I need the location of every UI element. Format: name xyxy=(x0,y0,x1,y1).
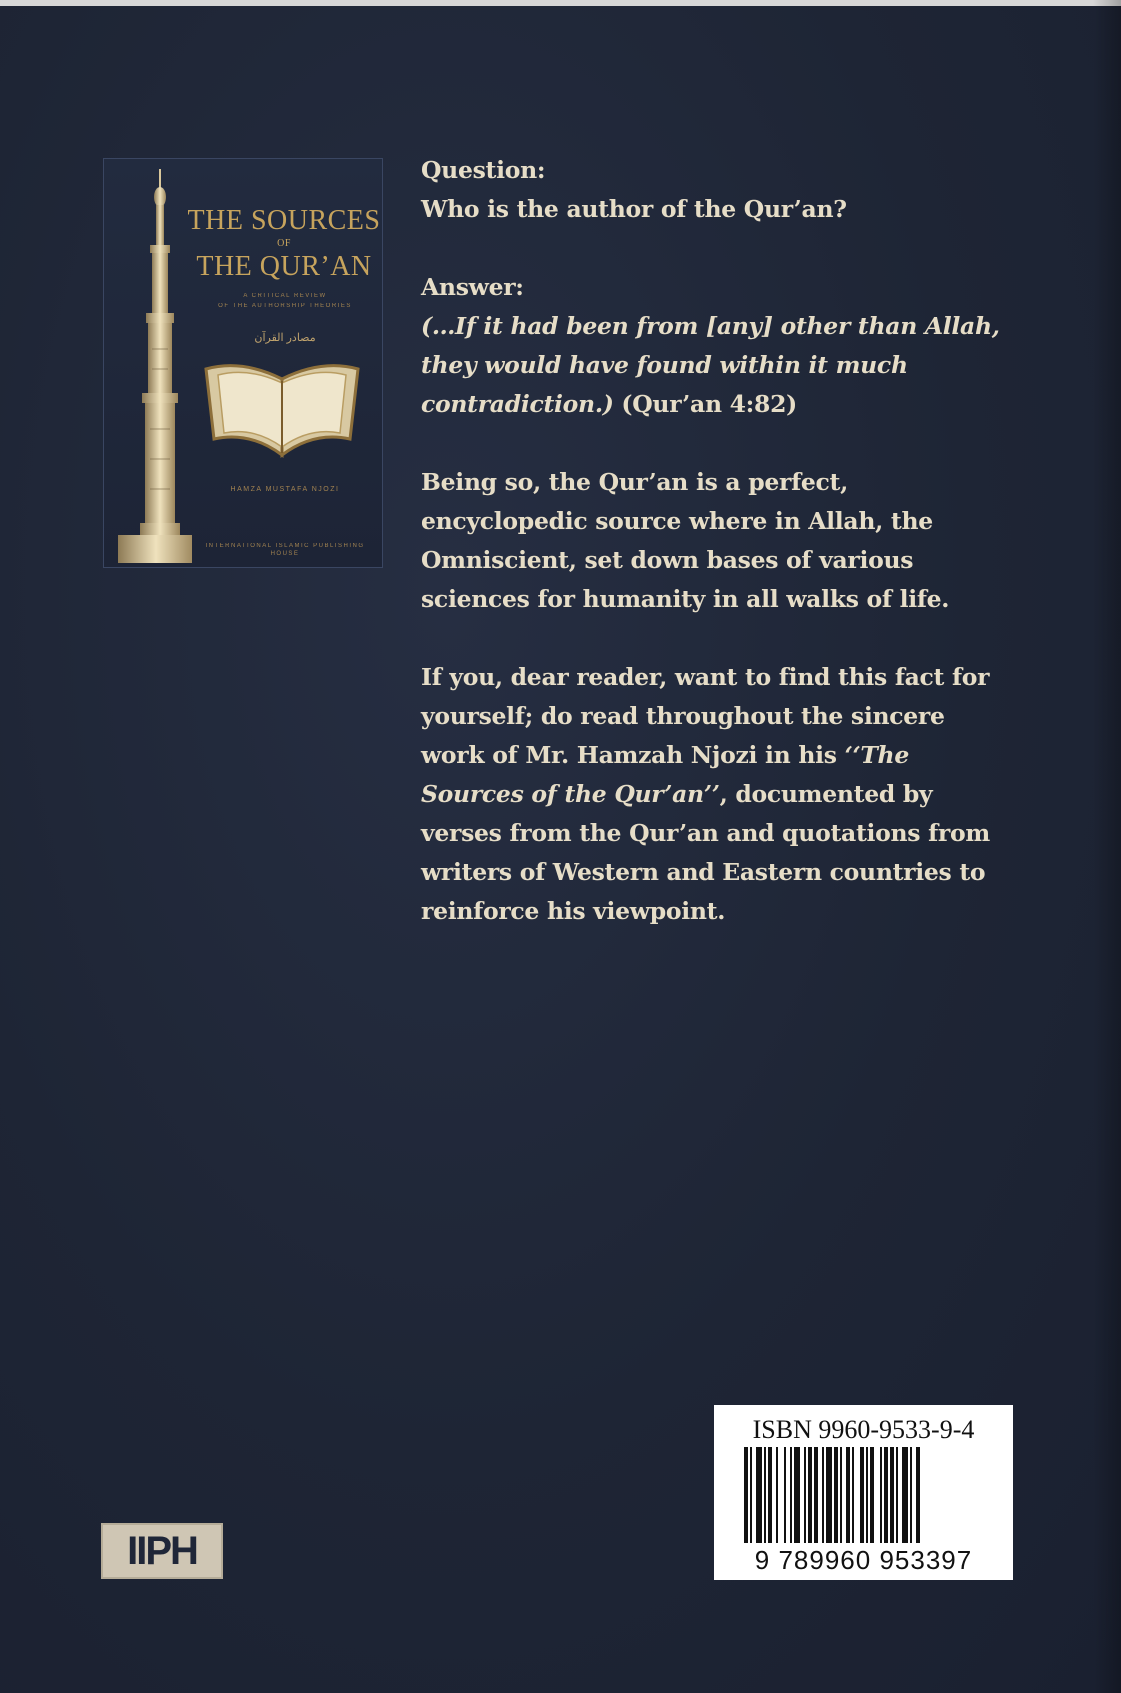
thumb-title-of: OF xyxy=(277,238,291,249)
question-label: Question: xyxy=(421,156,546,184)
paragraph-1-line: Being so, the Qur’an is a perfect, xyxy=(421,468,848,496)
answer-quote-line2: they would have found within it much xyxy=(421,351,908,379)
barcode-digits: 9 789960 953397 xyxy=(754,1545,973,1575)
thumb-subtitle-line1: A CRITICAL REVIEW xyxy=(243,293,327,299)
question-block xyxy=(421,151,1021,229)
paragraph-2-line: reinforce his viewpoint. xyxy=(421,897,726,925)
paragraph-2-line: , documented by xyxy=(719,780,933,808)
isbn-label: ISBN 9960-9533-9-4 xyxy=(752,1415,975,1444)
open-book-illustration xyxy=(202,359,362,459)
isbn-barcode xyxy=(714,1405,1013,1580)
thumb-title-line2: THE QUR’AN xyxy=(196,251,372,282)
paragraph-2-line: writers of Western and Eastern countries to xyxy=(421,858,986,886)
barcode-bars xyxy=(744,1447,984,1543)
thumb-arabic-title: مصادر القرآن xyxy=(254,332,316,344)
front-cover-thumbnail xyxy=(103,158,383,568)
thumb-subtitle-line2: OF THE AUTHORSHIP THEORIES xyxy=(218,303,352,309)
question-text: Who is the author of the Qur’an? xyxy=(421,195,847,223)
paragraph-2-line: yourself; do read throughout the sincere xyxy=(421,702,945,730)
answer-quote-line3: contradiction.) xyxy=(421,390,614,418)
minaret-illustration xyxy=(112,169,192,569)
book-title-italic: ‘‘The xyxy=(844,741,909,769)
paragraph-2-line: work of Mr. Hamzah Njozi in his xyxy=(421,741,845,769)
answer-quote-line1: (…If it had been from [any] other than Allah, xyxy=(421,312,1000,340)
book-title-italic: Sources of the Qur’an’’ xyxy=(421,780,720,808)
paragraph-1 xyxy=(421,463,1021,619)
publisher-logo xyxy=(101,1523,223,1579)
paragraph-1-line: encyclopedic source where in Allah, the xyxy=(421,507,933,535)
paragraph-2 xyxy=(421,658,1021,931)
paragraph-1-line: sciences for humanity in all walks of life. xyxy=(421,585,950,613)
paragraph-1-line: Omniscient, set down bases of various xyxy=(421,546,914,574)
thumb-author: HAMZA MUSTAFA NJOZI xyxy=(230,486,340,493)
answer-block xyxy=(421,268,1021,424)
paragraph-2-line: verses from the Qur’an and quotations from xyxy=(421,819,990,847)
publisher-logo-text: IIPH xyxy=(127,1529,197,1573)
thumb-publisher: INTERNATIONAL ISLAMIC PUBLISHING HOUSE xyxy=(205,543,365,557)
answer-label: Answer: xyxy=(421,273,524,301)
answer-reference: (Qur’an 4:82) xyxy=(613,390,797,418)
thumb-title-line1: THE SOURCES xyxy=(187,205,381,236)
paragraph-2-line: If you, dear reader, want to find this fact for xyxy=(421,663,990,691)
